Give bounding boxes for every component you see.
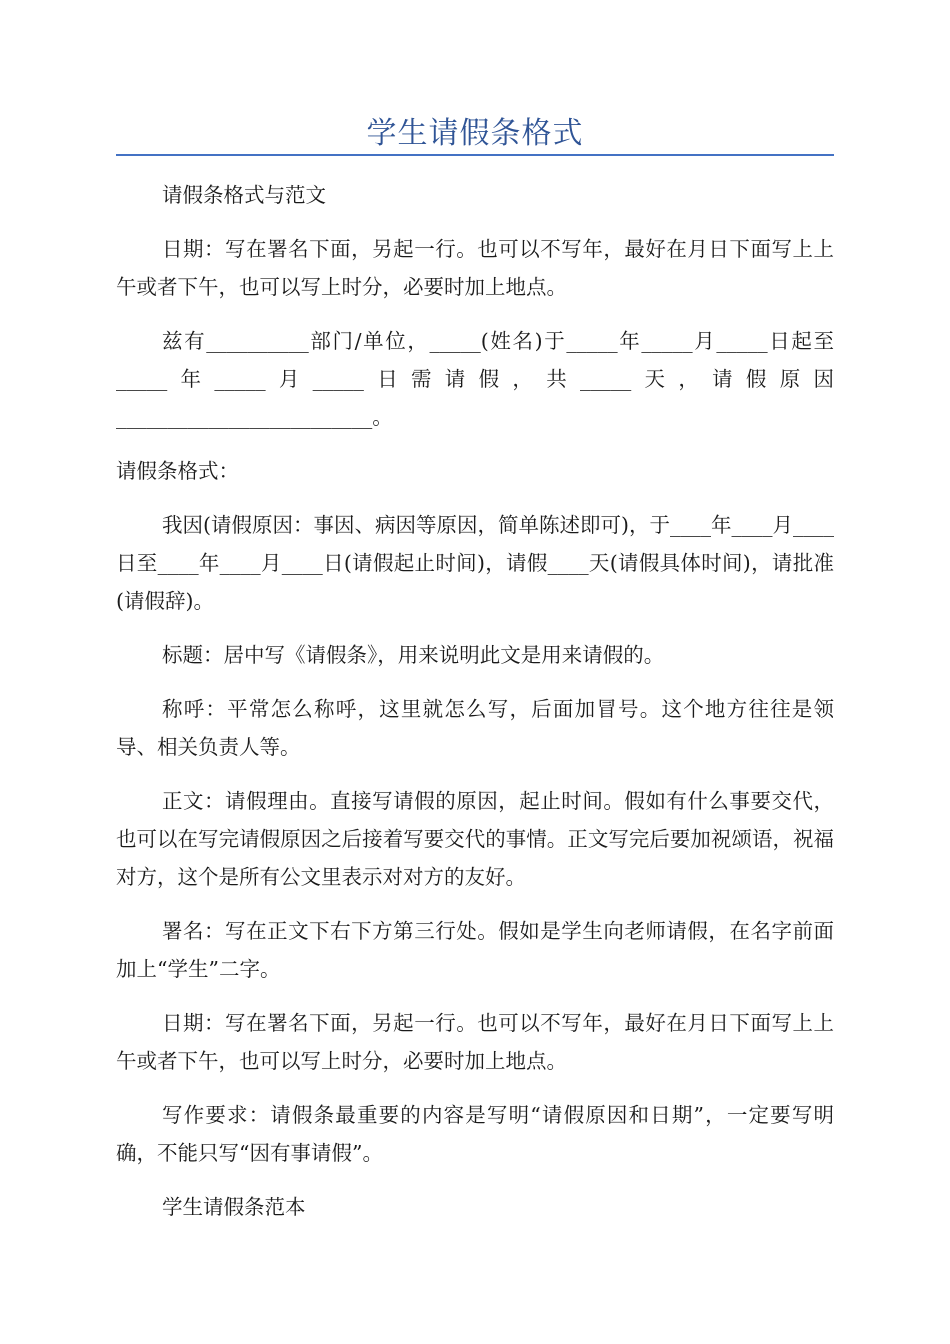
paragraph-salutation-rule: 称呼：平常怎么称呼，这里就怎么写，后面加冒号。这个地方往往是领导、相关负责人等。	[116, 697, 834, 759]
paragraph-writing-requirements: 写作要求：请假条最重要的内容是写明“请假原因和日期”，一定要写明确，不能只写“因有事请假”。	[116, 1103, 834, 1165]
paragraph-template-fill: 兹有__________部门/单位，_____(姓名)于_____年_____月_____日起至_____年_____月_____日需请假，共_____天，请假原因_________________________。	[116, 329, 834, 429]
paragraph-date-rule-2: 日期：写在署名下面，另起一行。也可以不写年，最好在月日下面写上上午或者下午，也可以写上时分，必要时加上地点。	[116, 1011, 834, 1073]
paragraph-intro: 请假条格式与范文	[162, 183, 326, 207]
title-underline	[116, 154, 834, 156]
paragraph-title-rule: 标题：居中写《请假条》，用来说明此文是用来请假的。	[162, 643, 665, 667]
paragraph-format-template: 我因(请假原因：事因、病因等原因，简单陈述即可)，于____年____月____日至____年____月____日(请假起止时间)，请假____天(请假具体时间)，请批准(请假辞)。	[116, 513, 834, 613]
paragraph-format-heading: 请假条格式：	[116, 459, 239, 483]
paragraph-signature-rule: 署名：写在正文下右下方第三行处。假如是学生向老师请假，在名字前面加上“学生”二字。	[116, 919, 834, 981]
document-title: 学生请假条格式	[366, 116, 584, 151]
paragraph-body-rule: 正文：请假理由。直接写请假的原因，起止时间。假如有什么事要交代，也可以在写完请假原因之后接着写要交代的事情。正文写完后要加祝颂语，祝福对方，这个是所有公文里表示对对方的友好。	[116, 789, 834, 889]
document-body	[116, 176, 834, 1242]
paragraph-sample-heading: 学生请假条范本	[162, 1195, 306, 1219]
paragraph-date-rule: 日期：写在署名下面，另起一行。也可以不写年，最好在月日下面写上上午或者下午，也可以写上时分，必要时加上地点。	[116, 237, 834, 299]
